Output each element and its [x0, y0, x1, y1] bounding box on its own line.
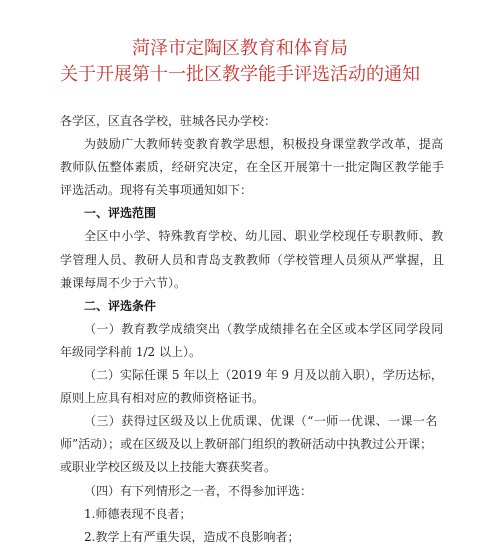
- condition-1-line-2: 年级同学科前 1/2 以上）。: [60, 344, 201, 359]
- section-1-heading: 一、评选范围: [84, 206, 157, 221]
- condition-1-line-1: （一）教育教学成绩突出（教学成绩排名在全区或本学区同学段同: [84, 321, 444, 336]
- intro-line-1: 为鼓励广大教师转变教育教学思想，积极投身课堂教学改革，提高: [84, 137, 444, 152]
- condition-4: （四）有下列情形之一者，不得参加评选：: [84, 483, 313, 498]
- section-1-line-1: 全区中小学、特殊教育学校、幼儿园、职业学校现任专职教师、教: [84, 229, 444, 244]
- condition-3-line-2: 师”活动）；或在区级及以上教研部门组织的教研活动中执教过公开课；: [60, 437, 433, 452]
- section-1-line-3: 兼课每周不少于六节）。: [60, 275, 187, 290]
- condition-2-line-2: 原则上应具有相对应的教师资格证书。: [60, 391, 265, 406]
- exclusion-item-1: 1.师德表现不良者；: [84, 506, 192, 521]
- condition-2-line-1: （二）实际任课 5 年以上（2019 年 9 月及以前入职），学历达标，: [84, 368, 443, 383]
- condition-3-line-1: （三）获得过区级及以上优质课、优课（“一师一优课、一课一名: [84, 414, 438, 429]
- document-title-line-1: 菏泽市定陶区教育和体育局: [132, 38, 348, 59]
- document-body: [60, 110, 468, 549]
- greeting: 各学区，区直各学校，驻城各民办学校：: [60, 114, 277, 128]
- section-1-line-2: 学管理人员、教研人员和青岛支教教师（学校管理人员须从严掌握，且: [60, 252, 445, 267]
- exclusion-item-2: 2.教学上有严重失误，造成不良影响者；: [84, 529, 300, 544]
- section-2-heading: 二、评选条件: [84, 298, 157, 313]
- condition-3-line-3: 或职业学校区级及以上技能大赛获奖者。: [60, 460, 277, 475]
- document-title-line-2: 关于开展第十一批区教学能手评选活动的通知: [60, 64, 420, 85]
- intro-line-3: 评选活动。现将有关事项通知如下：: [60, 183, 253, 198]
- intro-line-2: 教师队伍整体素质，经研究决定，在全区开展第十一批定陶区教学能手: [60, 160, 445, 175]
